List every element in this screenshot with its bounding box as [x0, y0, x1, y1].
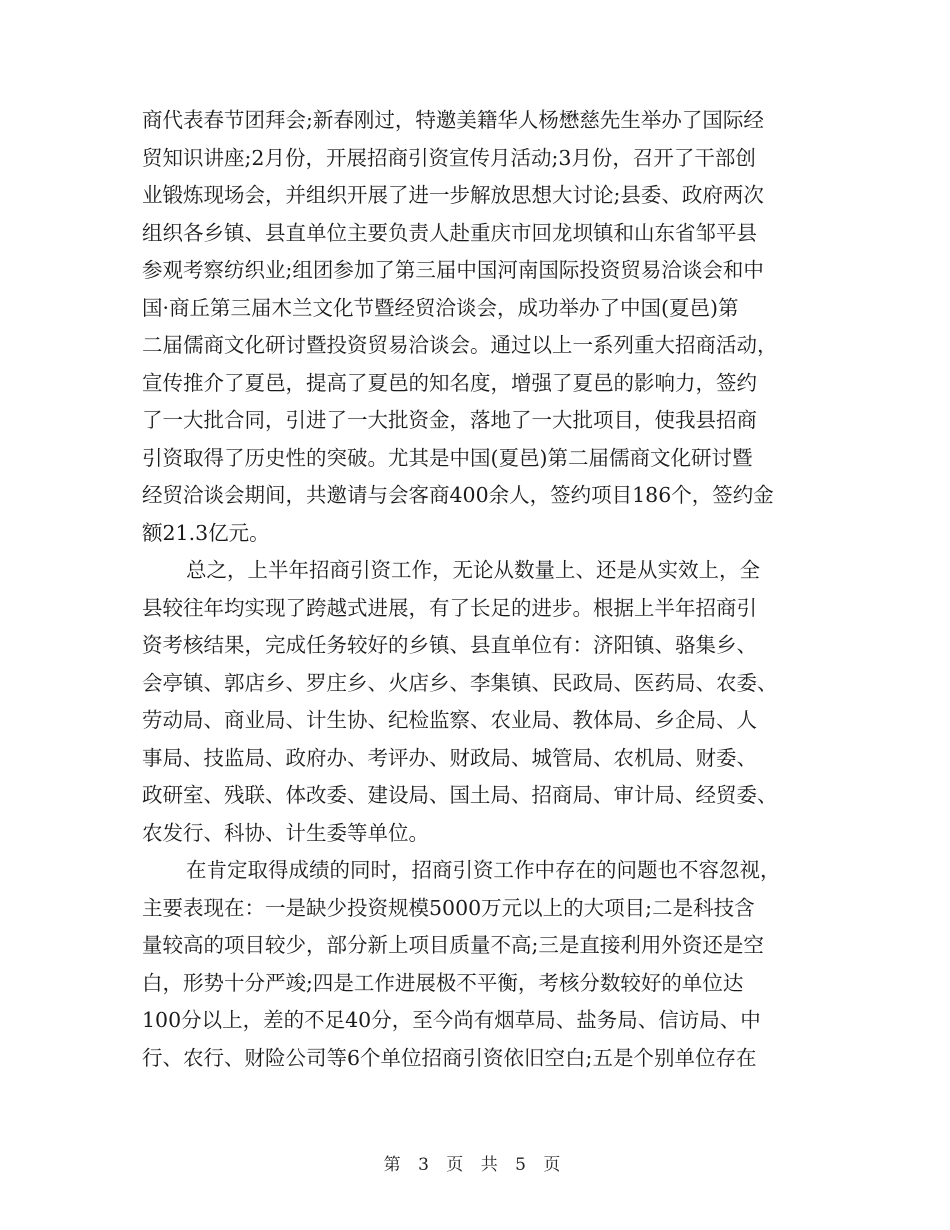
text-line: 白，形势十分严竣;四是工作进展极不平衡，考核分数较好的单位达: [142, 970, 744, 995]
text-line: 引资取得了历史性的突破。尤其是中国(夏邑)第二届儒商文化研讨暨: [142, 445, 753, 470]
text-line: 会亭镇、郭店乡、罗庄乡、火店乡、李集镇、民政局、医药局、农委、: [142, 670, 778, 695]
text-line: 商代表春节团拜会;新春刚过，特邀美籍华人杨懋慈先生举办了国际经: [142, 108, 764, 132]
text-line: 额21.3亿元。: [142, 520, 270, 545]
text-line: 宣传推介了夏邑，提高了夏邑的知名度，增强了夏邑的影响力，签约: [142, 370, 757, 395]
text-line: 农发行、科协、计生委等单位。: [142, 820, 429, 845]
paragraph-start-line: 总之，上半年招商引资工作，无论从数量上、还是从实效上，全: [186, 558, 760, 582]
text-line: 县较往年均实现了跨越式进展，有了长足的进步。根据上半年招商引: [142, 595, 757, 620]
text-line: 参观考察纺织业;组团参加了第三届中国河南国际投资贸易洽谈会和中: [142, 258, 764, 282]
text-line: 资考核结果，完成任务较好的乡镇、县直单位有：济阳镇、骆集乡、: [142, 633, 757, 657]
text-line: 政研室、残联、体改委、建设局、国土局、招商局、审计局、经贸委、: [142, 783, 778, 807]
text-line: 劳动局、商业局、计生协、纪检监察、农业局、教体局、乡企局、人: [142, 708, 757, 732]
text-line: 二届儒商文化研讨暨投资贸易洽谈会。通过以上一系列重大招商活动，: [142, 333, 778, 357]
page-footer: 第 3 页 共 5 页: [383, 1155, 567, 1175]
paragraph-start-line: 在肯定取得成绩的同时，招商引资工作中存在的问题也不容忽视，: [186, 858, 781, 882]
text-line: 经贸洽谈会期间，共邀请与会客商400余人，签约项目186个，签约金: [142, 483, 774, 507]
text-line: 量较高的项目较少，部分新上项目质量不高;三是直接利用外资还是空: [142, 933, 764, 957]
text-line: 了一大批合同，引进了一大批资金，落地了一大批项目，使我县招商: [142, 408, 757, 432]
text-line: 主要表现在：一是缺少投资规模5000万元以上的大项目;二是科技含: [142, 895, 755, 920]
text-line: 业锻炼现场会，并组织开展了进一步解放思想大讨论;县委、政府两次: [142, 183, 764, 207]
text-line: 国·商丘第三届木兰文化节暨经贸洽谈会，成功举办了中国(夏邑)第: [142, 295, 739, 320]
text-line: 100分以上，差的不足40分，至今尚有烟草局、盐务局、信访局、中: [142, 1008, 761, 1032]
document-body: [142, 102, 810, 1077]
text-line: 行、农行、财险公司等6个单位招商引资依旧空白;五是个别单位存在: [142, 1045, 757, 1070]
text-line: 组织各乡镇、县直单位主要负责人赴重庆市回龙坝镇和山东省邹平县: [142, 220, 757, 245]
text-line: 事局、技监局、政府办、考评办、财政局、城管局、农机局、财委、: [142, 745, 757, 770]
text-line: 贸知识讲座;2月份，开展招商引资宣传月活动;3月份，召开了干部创: [142, 145, 756, 170]
